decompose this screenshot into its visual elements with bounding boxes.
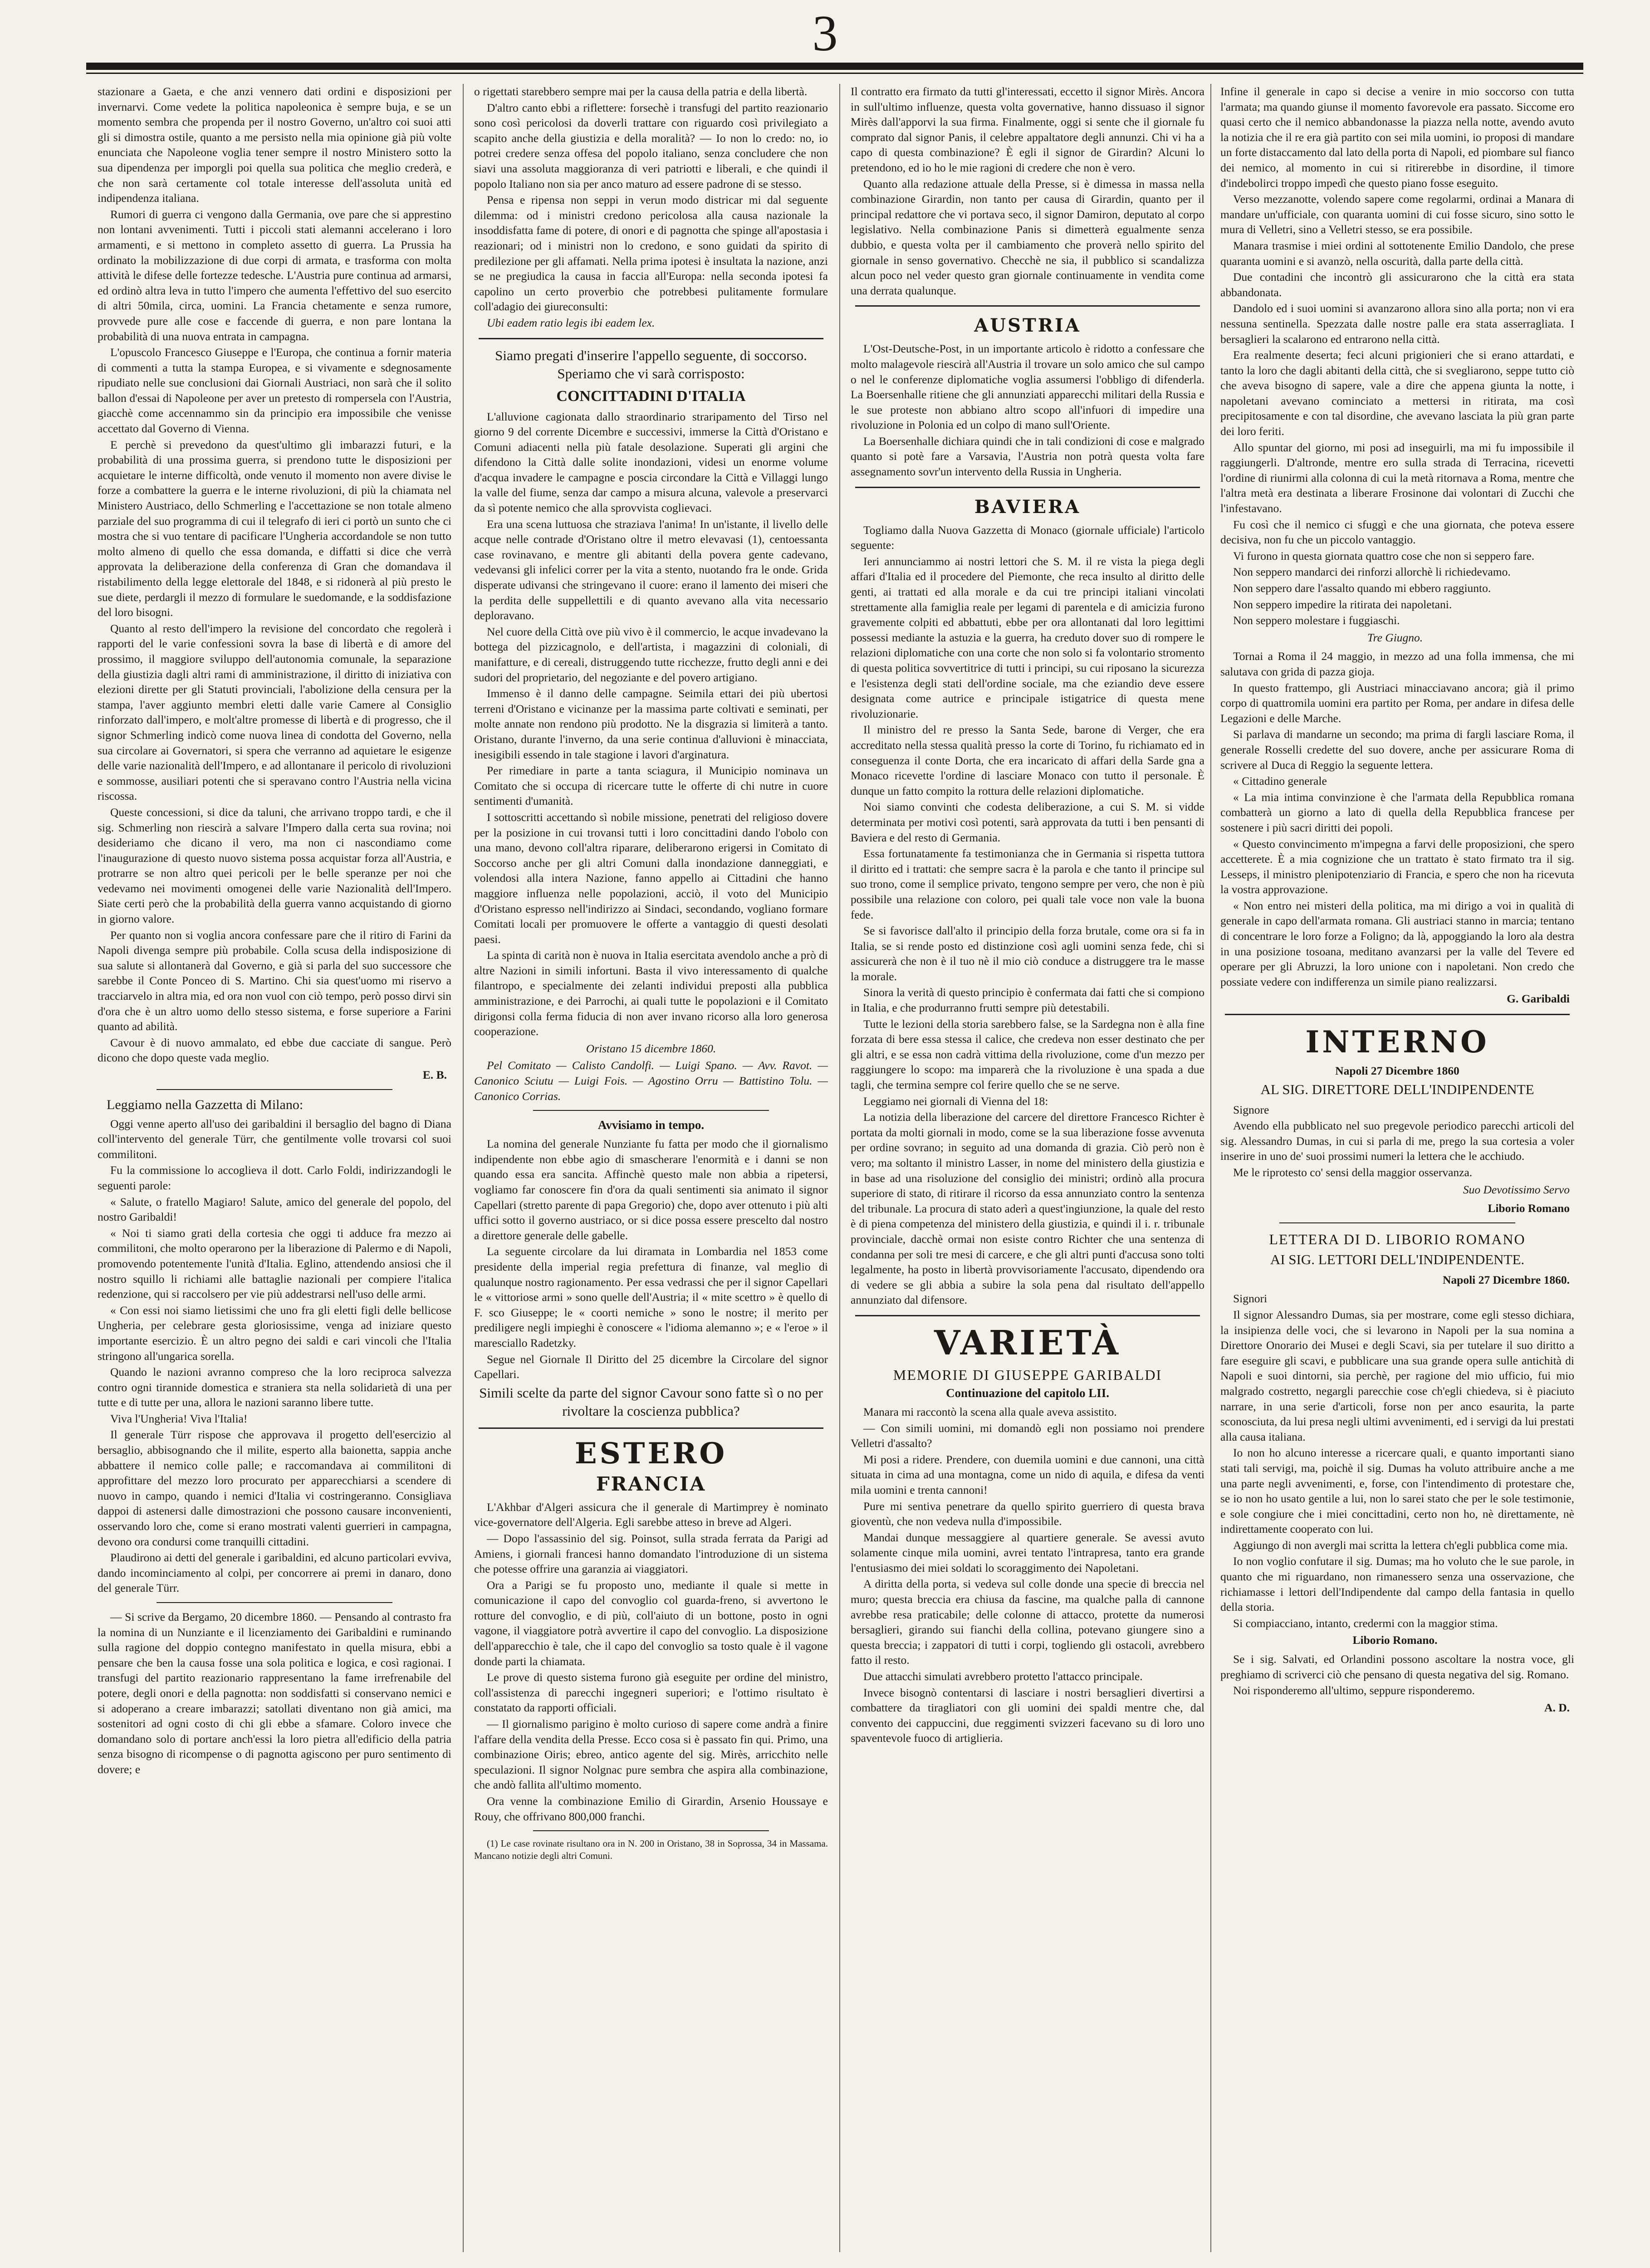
column-3: [851, 84, 1204, 2261]
header-rule: [86, 63, 1583, 70]
article-paragraph: Togliamo dalla Nuova Gazzetta di Monaco (giornale ufficiale) l'articolo seguente:: [851, 523, 1204, 552]
article-paragraph: — Il giornalismo parigino è molto curioso di sapere come andrà a finire l'affare della vendita della Presse. Ecco cosa si è passato fin qui. Primo, una combinazione Oiris; ebreo, antico agente del sig. Mirès, arricchito nelle speculazioni. Il signor Nolgnac pure sembra che aspira alla combinazione, che andò fallita all'ultimo momento.: [474, 1717, 828, 1792]
article-paragraph: Per rimediare in parte a tanta sciagura, il Municipio nominava un Comitato che si occupa di ricercare tutte le offerte di chi nutre in cuore sentimenti d'umanità.: [474, 764, 828, 808]
footnote: (1) Le case rovinate risultano ora in N. 200 in Oristano, 38 in Soprossa, 34 in Massama. Mancano notizie degli altri Comuni.: [474, 1838, 828, 1862]
article-paragraph: Se i sig. Salvati, ed Orlandini possono ascoltare la nostra voce, gli preghiamo di scriverci ciò che pensano di questa negativa del sig. Romano.: [1220, 1652, 1574, 1681]
article-paragraph: La nomina del generale Nunziante fu fatta per modo che il giornalismo indipendente non ebbe agio di smascherare l'enormità e i danni se non quando essa era sancita. Affinchè questo male non abbia a ripetersi, vogliamo far conoscere fin d'ora da quali sentimenti sia animato il signor Capellari (stretto parente di papa Gregorio) che, dopo aver ottenuto i più alti uffici sotto il governo austriaco, or si dice possa essere prescelto dal nostro a direttore generale delle gabelle.: [474, 1137, 828, 1242]
article-paragraph: Cavour è di nuovo ammalato, ed ebbe due cacciate di sangue. Però dicono che dopo queste vada meglio.: [98, 1036, 451, 1065]
article-paragraph: « Cittadino generale: [1233, 774, 1327, 788]
letter-subtitle: AI SIG. LETTORI DELL'INDIPENDENTE.: [1270, 1251, 1525, 1267]
article-paragraph: « Con essi noi siamo lietissimi che uno fra gli eletti figli delle bellicose Ungheria, per celebrare gesta gloriosissime, venga ad iniziare questo importante esercizio. È un altro pegno dei saldi e cari vincoli che l'Italia stringono all'ungarica sorella.: [98, 1303, 451, 1363]
section-separator: [533, 1830, 769, 1831]
article-paragraph: Il contratto era firmato da tutti gl'interessati, eccetto il signor Mirès. Ancora in sull'ultimo influenze, questa volta governative, hanno dissuaso il signor Mirès dall'apporvi la sua firma. Finalmente, oggi si sente che il giornale fu comprato dal signor Panis, il celebre appaltatore degli annunzi. Chi vi ha a capo di questa combinazione? È egli il signor de Girardin? Alcuni lo pretendono, ed io ho le mie ragioni di credere che non è vero.: [851, 85, 1204, 174]
article-paragraph: Pensa e ripensa non seppi in verun modo districar mi dal seguente dilemma: od i ministri credono pericolosa alla causa nazionale la insoddisfatta fame di potere, di onori e di pagnotta che spinge all'apostasia i reazionari; od i ministri non lo credono, e sono guidati da spirito di predilezione per gli affamati. Nella prima ipotesi è insultata la nazione, anzi se ne pregiudica la causa in faccia all'Europa: nella seconda ipotesi fa capolino un certo proverbio che potrebbesi pulitamente formulare coll'adagio dei giureconsulti:: [474, 193, 828, 313]
article-paragraph: Ieri annunciammo ai nostri lettori che S. M. il re vista la piega degli affari d'Italia ed il procedere del Piemonte, che reca insulto al diritto delle genti, ai trattati ed alla morale e da cui tre principi italiani vincolati strettamente alla famiglia reale per legami di parentela e di amicizia furono gravemente colpiti ed abbattuti, ebbe per ora allontanati dal loro legittimi possessi mediante la astuzia e la guerra, ha creduto dover suo di rompere le relazioni diplomatiche con una corte che non solo si fa volontario stromento di questa politica sovvertitrice di tutti i principi, su cui riposano la sicurezza e l'esistenza degli stati dell'ordine sociale, ma che eziandio deve essere designata come autrice e principale istigatrice di questa mene rivoluzionarie.: [851, 554, 1204, 720]
page-number: 3: [812, 5, 838, 62]
article-paragraph: « La mia intima convinzione è che l'armata della Repubblica romana combatterà un giorno a lato di quella della Repubblica francese per sostenere i più sacri diritti dei popoli.: [1220, 790, 1574, 834]
article-signature: G. Garibaldi: [1507, 992, 1570, 1006]
article-paragraph: Manara mi raccontò la scena alla quale aveva assistito.: [863, 1405, 1117, 1418]
article-paragraph: Signori: [1233, 1292, 1268, 1305]
article-paragraph: Si compiacciano, intanto, credermi con la maggior stima.: [1233, 1616, 1498, 1630]
article-paragraph: Quando le nazioni avranno compreso che la loro reciproca salvezza contro ogni tirannide domestica e straniera sta nella solidarietà di una per tutte e di tutte per una, allora le nazioni saranno libere tutte.: [98, 1365, 451, 1409]
article-paragraph: Signore: [1233, 1103, 1269, 1116]
appeal-lead: Siamo pregati d'inserire l'appello seguente, di soccorso. Speriamo che vi sarà corrisposto:: [495, 347, 807, 381]
section-heading: Avvisiamo in tempo.: [597, 1118, 705, 1132]
article-signature: Liborio Romano.: [1352, 1633, 1438, 1647]
article-paragraph: La spinta di carità non è nuova in Italia esercitata avendolo anche a prò di altre Nazioni in simili infortuni. Basta il vivo interessamento di qualche filantropo, e specialmente dei zelanti individui preposti alla pubblica amministrazione, e dei Parrochi, ai quali tutte le popolazioni e il Comitato dirigonsi colla ferma fiducia di non aver invano ricorso alla loro generosa cooperazione.: [474, 948, 828, 1038]
appeal-title: CONCITTADINI D'ITALIA: [556, 387, 746, 405]
committee-signatures: Pel Comitato — Calisto Candolfi. — Luigi Spano. — Avv. Ravot. — Canonico Sciutu — Luigi Fois. — Agostino Orru — Battistino Tolu. — Canonico Corrias.: [474, 1059, 828, 1103]
article-paragraph: Il generale Türr rispose che approvava il progetto dell'esercizio al bersaglio, abbisognando che il milite, esperto alla baionetta, sappia anche abbattere il nemico colle palle; e raccomandava ai commilitoni di approfittare del mezzo loro procurato per apparecchiarsi a scendere di nuovo in campo, quando i nemici d'Italia vi costringeranno. Consigliava dappoi di astenersi dalle dimostrazioni che possono causare inconvenienti, osservando loro che, come si erano mostrati valenti guerrieri in campagna, devono ora condursi come tranquilli cittadini.: [98, 1428, 451, 1548]
article-paragraph: Fu così che il nemico ci sfuggì e che una giornata, che poteva essere decisiva, non fu che un piccolo vantaggio.: [1220, 518, 1574, 547]
article-paragraph: A diritta della porta, si vedeva sul colle donde una specie di breccia nel muro; questa breccia era chiusa da fascine, ma qualche palla di cannone avrebbe resa praticabile; delle colonne di attacco, protette da numerosi bersaglieri, girando sui fianchi della collina, potevano giungere sino a questa breccia; i zappatori di tutti i corpi, togliendo gli ostacoli, avrebbero fatto il resto.: [851, 1577, 1204, 1667]
section-separator: [157, 1602, 392, 1603]
article-paragraph: Me le riprotesto co' sensi della maggior osservanza.: [1233, 1166, 1473, 1179]
section-separator: [1279, 1222, 1515, 1223]
feature-subtitle: Continuazione del capitolo LII.: [945, 1386, 1110, 1400]
article-paragraph: Mi posi a ridere. Prendere, con duemila uomini e due cannoni, una città situata in cima ad una montagna, come un nido di aquila, e difesa da venti mila uomini e trenta cannoni!: [851, 1452, 1204, 1496]
article-paragraph: Plaudirono ai detti del generale i garibaldini, ed alcuno particolari evviva, dando incominciamento al colpi, per concorrere ai premi in danaro, dono del generale Türr.: [98, 1551, 451, 1595]
article-paragraph: Rumori di guerra ci vengono dalla Germania, ove pare che si apprestino non lontani avvenimenti. Tutti i piccoli stati alemanni accelerano i loro armamenti, e si mettono in completo assetto di guerra. La Prussia ha ordinato la mobilizzazione di due corpi di armata, e trasforma con molta attività le difese delle fortezze tedesche. L'Austria pure continua ad armarsi, ed ordinò altra leva in tutto l'impero che aumenta l'effettivo del suo esercito di altri 50mila, circa, uomini. La Francia chetamente e senza rumore, provvede pure alle cose e faccende di guerra, e non pare lontana la probabilità di una nuova entrata in campagna.: [98, 207, 451, 343]
article-paragraph: Infine il generale in capo si decise a venire in mio soccorso con tutta l'armata; ma quando giunse il momento favorevole era passato. Siccome ero quasi certo che il nemico abbandonasse la piazza nella notte, avendo avuto la notizia che il re era già partito con sei mila uomini, io proposi di mandare un forte distaccamento dal lato della porta di Napoli, ed piombare sul fianco dei nemico, al momento in cui si ritirerebbe in disordine, il timore d'indebolirci troppo impedì che questo piano fosse eseguito.: [1220, 85, 1574, 190]
article-signature: Liborio Romano: [1488, 1202, 1570, 1215]
article-paragraph: L'alluvione cagionata dallo straordinario straripamento del Tirso nel giorno 9 del corrente Dicembre e successivi, immerse la Città d'Oristano e Comuni adiacenti nella più fatale desolazione. Superati gli argini che difendono la Città dalle solite inondazioni, videsi un enorme volume d'acqua invadere le campagne e poscia circondare la Città e Villaggi lungo la valle del fiume, senza dar campo a misura alcuna, valevole a preservarci da sì potente nemico che alla sprovvista coglievaci.: [474, 410, 828, 515]
section-separator: [855, 487, 1200, 488]
article-paragraph: Vi furono in questa giornata quattro cose che non si seppero fare.: [1233, 549, 1535, 562]
section-title-baviera: BAVIERA: [974, 496, 1081, 518]
header-rule-thin: [86, 73, 1583, 74]
article-paragraph: In questo frattempo, gli Austriaci minacciavano ancora; già il primo corpo di quattromila uomini era partito per Roma, per andare in difesa delle Legazioni e delle Marche.: [1220, 681, 1574, 725]
article-paragraph: Le prove di questo sistema furono già eseguite per ordine del ministro, coll'assistenza di parecchi ingegneri superiori; e l'ottimo risultato è constatato da rapporti officiali.: [474, 1671, 828, 1715]
letter-heading: AL SIG. DIRETTORE DELL'INDIPENDENTE: [1260, 1081, 1534, 1097]
article-paragraph: Quanto alla redazione attuale della Presse, si è dimessa in massa nella combinazione Girardin, non tanto per causa di Girardin, quanto per il principal redattore che vi portava seco, il signor Damiron, deputato al corpo legislativo. Nella combinazione Panis si dimetterà egualmente senza dubbio, e questa volta per il cambiamento che proverà nello spirito del giornale in senso governativo. Checchè ne sia, il pubblico si scandalizza alcun poco nel veder questo gran giornale continuamente in vendita come una derrata qualunque.: [851, 177, 1204, 297]
article-paragraph: Allo spuntar del giorno, mi posi ad inseguirli, ma mi fu impossibile il raggiungerli. D'altronde, mentre ero sulla strada di Terracina, ricevetti l'ordine di riunirmi alla colonna di cui la metà ritornava a Roma, mentre che l'altra metà era destinata a liberare Frosinone dai volontari di Zucchi che l'infestavano.: [1220, 440, 1574, 515]
section-lead: Leggiamo nella Gazzetta di Milano:: [107, 1097, 304, 1112]
article-paragraph: Invece bisognò contentarsi di lasciare i nostri bersaglieri divertirsi a combattere da tiragliatori con gli uomini dei spaldi mentre che, dal convento dei cappuccini, due reggimenti svizzeri facevano su di loro uno spaventevole fuoco di artiglieria.: [851, 1686, 1204, 1745]
column-2: [474, 84, 828, 2261]
article-paragraph: Leggiamo nei giornali di Vienna del 18:: [863, 1094, 1048, 1108]
article-paragraph: Aggiungo di non avergli mai scritta la lettera ch'egli pubblica come mia.: [1233, 1538, 1568, 1552]
article-paragraph: Noi siamo convinti che codesta deliberazione, a cui S. M. si vidde determinata per motivi così potenti, sarà approvata da tutti i ben pensanti di Baviera e del resto di Germania.: [851, 800, 1204, 844]
article-paragraph: Non seppero impedire la ritirata dei napoletani.: [1233, 597, 1452, 611]
article-paragraph: Immenso è il danno delle campagne. Seimila ettari dei più ubertosi terreni d'Oristano e vicinanze per la massima parte coltivati e seminati, per molte annate non rendono più prodotto. Ne la disgrazia si limiterà a tanto. Oristano, durante l'inverno, da una serie continua d'alluvioni è minacciata, inesigibili essendo in tale stagione i lavori d'arginatura.: [474, 687, 828, 761]
article-paragraph: Segue nel Giornale Il Diritto del 25 dicembre la Circolare del signor Capellari.: [474, 1352, 828, 1381]
article-paragraph: Fu la commissione lo accoglieva il dott. Carlo Foldi, indirizzandogli le seguenti parole:: [98, 1163, 451, 1192]
section-title-interno: INTERNO: [1305, 1024, 1489, 1060]
article-paragraph: Il ministro del re presso la Santa Sede, barone di Verger, che era accreditato nella stessa qualità presso la corte di Torino, fu richiamato ed in conseguenza il conte Dorta, che era incaricato di affari della Sarde gna a Monaco ricevette l'ordine di lasciare Monaco con tutto il personale. È dunque un fatto compito la rottura delle relazioni diplomatiche.: [851, 723, 1204, 797]
article-paragraph: L'opuscolo Francesco Giuseppe e l'Europa, che continua a fornir materia di commenti a tutta la stampa Europea, e si vivamente e sdegnosamente ripudiato nelle sue conclusioni dai Giornali Austriaci, non sarà che il solito ballon d'essai di Napoleone per aver un pretesto di rompersela con l'Austria, giacchè come accennammo sin da principio era impossibile che venisse accettato dal Governo di Vienna.: [98, 346, 451, 435]
section-separator: [855, 305, 1200, 307]
article-paragraph: Era realmente deserta; feci alcuni prigionieri che si erano attardati, e tanto la loro che dagli abitanti della città, che si svegliarono, seppe tutto ciò che aveva bisogno di sapere, vale a dire che appena giunta la notte, i napoletani avevano cominciato a mettersi in ritirata, ma così precipitosamente e con tal disordine, che avevano lasciata la più gran parte dei loro feriti.: [1220, 348, 1574, 438]
article-paragraph: Sinora la verità di questo principio è confermata dai fatti che si compiono in Italia, e che produrranno frutti sempre più detestabili.: [851, 986, 1204, 1015]
article-paragraph: La seguente circolare da lui diramata in Lombardia nel 1853 come presidente della imperial regia prefettura di finanze, val meglio di qualunque nostro ragionamento. Per essa vedrassi che per il signor Capellari le « vittoriose armi » sono quelle dell'Austria; il « mite scettro » è quello di F. sco Giuseppe; le « coorti nemiche » sono le nostre; il merito per prediligere negli impieghi è conoscere « l'idioma alemanno »; e « l'eroe » il maresciallo Radetzky.: [474, 1245, 828, 1349]
article-paragraph: I sottoscritti accettando sì nobile missione, penetrati del religioso dovere per la posizione in cui trovansi tutti i loro concittadini dando l'obolo con una mano, devono coll'altra riparare, deliberarono erigersi in Comitato di Soccorso anche per gli altri Comuni dalla inondazione danneggiati, e volendosi alla intera Nazione, fanno appello ai Cittadini che hanno maggiore influenza nelle popolazioni, acciò, il voto del Municipio d'Oristano espresso nell'indirizzo ai Sindaci, secondando, vogliano formare Comitati locali per promuovere le offerte a vantaggio di questi desolati paesi.: [474, 810, 828, 946]
section-title-estero: ESTERO: [574, 1436, 728, 1471]
section-separator: [157, 1089, 392, 1090]
article-paragraph: Se si favorisce dall'alto il principio della forza brutale, come ora si fa in Italia, se si rende posto ed distinzione così agli uomini senza fede, chi si assicurerà che non è il tuo nè il mio ciò conduce a distruggere tra le masse la morale.: [851, 924, 1204, 983]
article-paragraph: « Questo convincimento m'impegna a farvi delle proposizioni, che spero accetterete. È a mia cognizione che un trattato è stato firmato tra il sig. Lesseps, il ministro plenipotenziario di Francia, e spero che non ha ricevuta la vostra approvazione.: [1220, 837, 1574, 896]
article-paragraph: Oggi venne aperto all'uso dei garibaldini il bersaglio del bagno di Diana coll'intervento del generale Türr, che gentilmente volle trovarsi col suoi commilitoni.: [98, 1117, 451, 1161]
article-paragraph: — Si scrive da Bergamo, 20 dicembre 1860. — Pensando al contrasto fra la nomina di un Nunziante e il licenziamento dei Garibaldini e ruminando sulla ragione del doppio contegno manifestato in quella misura, ebbi a pensare che ben la causa fosse una sola politica e logica, e così ragionai. I transfugi del partito reazionario rappresentano la fame irrefrenabile del potere, degli onori e della pagnotta: non soddisfatti si conservano nemici e si adoperano a creare imbarazzi; satollati diventano non già amici, ma sostenitori ad ogni costo di chi gli ebbe a sfamare. Coloro invece che domandano solo di portare anch'essi la loro pietra all'edificio della patria senza bisogno di ricompense o di pagnotta agiscono per puro sentimento di dovere; e: [98, 1610, 451, 1776]
article-paragraph: Il signor Alessandro Dumas, sia per mostrare, come egli stesso dichiara, la insipienza delle voci, che si levarono in Napoli per la sua nomina a Direttore Onorario dei Musei e degli Scavi, sia per tutelare il suo diritto a fare eseguire gli scavi, e pubblicare una sua grande opera sulle antichità di Napoli e suoi dintorni, sia perchè, per ragione del mio ufficio, fui mio malgrado costretto, negargli parecchie cose ch'egli chiedeva, si è piaciuto narrare, in una serie d'articoli, forse non per anco esaurita, la parte sconosciuta, da lui presa negli ultimi avvenimenti, ed i servigi da lui prestati alla causa italiana.: [1220, 1308, 1574, 1443]
article-paragraph: D'altro canto ebbi a riflettere: forsechè i transfugi del partito reazionario sono così pericolosi da doverli trattare con riguardo così privilegiato a scapito anche della giustizia e della moralità? — Io non lo credo: no, io potrei credere senza offesa del popolo italiano, senza concludere che non siavi una assoluta maggioranza di veri patriotti e liberali, e che quindi il popolo Italiano non sia per anco maturo ad essere padrone di se stesso.: [474, 101, 828, 191]
article-paragraph: Noi risponderemo all'ultimo, seppure risponderemo.: [1233, 1684, 1475, 1697]
column-divider: [463, 84, 464, 2252]
section-separator: [533, 1110, 769, 1111]
article-paragraph: Viva l'Ungheria! Viva l'Italia!: [110, 1412, 248, 1425]
article-paragraph: Essa fortunatamente fa testimonianza che in Germania si rispetta tuttora il diritto ed i trattati: che sempre sacra è la parola e che tanto il principe sul suo trono, come il semplice privato, tengono sempre per vero, che non è più possibile una relazione con coloro, pei quali tale voce non vale la buona fede.: [851, 847, 1204, 921]
article-paragraph: « Salute, o fratello Magiaro! Salute, amico del generale del popolo, del nostro Garibaldi!: [98, 1195, 451, 1224]
article-signature: A. D.: [1544, 1701, 1570, 1714]
article-paragraph: La notizia della liberazione del carcere del direttore Francesco Richter è portata da molti giornali in modo, come se la sua liberazione fosse avvenuta per ordine sovrano; in seguito ad una domanda di grazia. Ciò però non è vero; ma soltanto il ministro Lasser, in nome del ministero della giustizia e in base ad una risoluzione del consiglio dei ministri; ordinò alla procura superiore di stato, di ritirare il ricorso da essa annunziato contro la sentenza del tribunale. La procura di stato aderì a quest'ingiunzione, la quale del resto è di piena competenza del ministero della giustizia, e quindi il i. r. tribunale provinciale, dacchè ormai non esiste contro Richter che una sentenza di condanna per soli tre mesi di carcere, e che gli altri punti d'accusa sono tolti legalmente, ha posto in libertà provvisoriamente l'accusato, dipendendo ora di vedere se gli abbia a subire la sola pena dal risultato dell'appello annunziato dal difensore.: [851, 1110, 1204, 1307]
article-paragraph: L'Akhbar d'Algeri assicura che il generale di Martimprey è nominato vice-governatore dell'Algeria. Egli sarebbe atteso in breve ad Algeri.: [474, 1500, 828, 1529]
article-paragraph: Ora a Parigi se fu proposto uno, mediante il quale si mette in comunicazione il capo del convoglio col guarda-freno, si avvertono le rotture del convoglio, e di più, coll'aiuto di un bottone, posto in ogni vagone, il viaggiatore potrà avvertire il capo del convoglio. La disposizione dell'apparecchio è tale, che il capo del convoglio sa tosto quale è il vagone donde parti la chiamata.: [474, 1578, 828, 1668]
article-paragraph: Pure mi sentiva penetrare da quello spirito guerriero di questa brava gioventù, che non vedeva nulla d'impossibile.: [851, 1499, 1204, 1528]
section-separator: [479, 1427, 823, 1429]
dateline: Oristano 15 dicembre 1860.: [586, 1041, 716, 1055]
article-paragraph: Non seppero mandarci dei rinforzi allorchè li richiedevamo.: [1233, 565, 1511, 579]
article-paragraph: Due contadini che incontrò gli assicurarono che la città era stata abbandonata.: [1220, 270, 1574, 299]
article-paragraph: Non seppero molestare i fuggiaschi.: [1233, 614, 1400, 627]
article-paragraph: Io non ho alcuno interesse a ricercare quali, e quanto importanti siano stati tali servigi, ma, poichè il sig. Dumas ha voluto attribuire anche a me una parte negli avvenimenti, e, forse, con l'intendimento di protestare che, se io non ho usato gentile a lui, non lo sarei stato che per le sole testimonie, e sole congiure che i miei concittadini, certo non ho, nè direttamente, nè indirettamente cooperato con lui.: [1220, 1446, 1574, 1536]
article-paragraph: L'Ost-Deutsche-Post, in un importante articolo è ridotto a confessare che molto malagevole riescirà all'Austria il trovare un solo amico che sul campo o nel le conferenze diplomatiche voglia assumersi l'obbligo di difenderla. La Boersenhalle ritiene che gli annunziati apparecchi militari della Russia e le sue proteste non abbiano altro scopo all'infuori di impedire una rivoluzione in Polonia ed un colpo di mano sull'Oriente.: [851, 342, 1204, 432]
section-separator: [855, 1315, 1200, 1316]
article-paragraph: stazionare a Gaeta, e che anzi vennero dati ordini e disposizioni per invernarvi. Come vedete la politica napoleonica è sempre buja, e se un momento sembra che propenda per il nostro Governo, un'altro coi suoi atti gli si dimostra ostile, quanto a me persisto nella mia opinione già più volte enunciata che Napoleone voglia tener sempre il nostro Ministero sotto la sua dipendenza per imporgli poi quella sua politica che meglio crederà, e che non sarà certamente col totale interesse dell'assoluta unità ed indipendenza italiana.: [98, 85, 451, 205]
article-paragraph: Verso mezzanotte, volendo sapere come regolarmi, ordinai a Manara di mandare un'ufficiale, con quaranta uomini di cui fosse sicuro, sino sotto le mura di Velletri, sino a Velletri stesso, se era possibile.: [1220, 192, 1574, 236]
article-paragraph: Manara trasmise i miei ordini al sottotenente Emilio Dandolo, che prese quaranta uomini e si avanzò, nella oscurità, dalla parte della città.: [1220, 239, 1574, 268]
section-title-austria: AUSTRIA: [974, 315, 1081, 337]
article-paragraph: Ora venne la combinazione Emilio di Girardin, Arsenio Houssaye e Rouy, che offrivano 800,000 franchi.: [474, 1794, 828, 1823]
article-paragraph: Mandai dunque messaggiere al quartiere generale. Se avessi avuto solamente cinque mila uomini, avrei tentato l'intrapresa, tanto era grande l'entusiasmo dei miei soldati lo scoraggimento dei Napoletani.: [851, 1530, 1204, 1574]
article-paragraph: Queste concessioni, si dice da taluni, che arrivano troppo tardi, e che il sig. Schmerling non riescirà a salvare l'Impero dalla certa sua rovina; noi desideriamo che dicano il vero, ma non ci nascondiamo come l'inaugurazione di questo nuovo sistema possa acquistar forza all'Austria, e protrarre se non altro quei pericoli per le belle speranze per noi che vedevamo nei movimenti omogenei delle varie Nazionalità dell'Impero. Siate certi però che la probabilità della guerra vanno acquistando di giorno in giorno valore.: [98, 805, 451, 926]
article-paragraph: Non seppero dare l'assalto quando mi ebbero raggiunto.: [1233, 582, 1491, 595]
article-paragraph: La Boersenhalle dichiara quindi che in tali condizioni di cose e malgrado quanto si potè fare a Varsavia, l'Austria non potrà questa volta fare assegnamento sovr'un intervento della Russia in Ungheria.: [851, 434, 1204, 479]
article-paragraph: Quanto al resto dell'impero la revisione del concordato che regolerà i rapporti del le varie confessioni sovra la base di libertà e di amore del prossimo, il maggiore sviluppo dell'autonomia comunale, la separazione della giustizia dagli altri rami di amministrazione, il diritto di iniziativa con elezioni dirette per gli Statuti provinciali, l'abolizione della censura per la stampa, l'aver aggiunto membri eletti dalle varie Camere al Consiglio rinforzato dall'impero, e molt'altre promesse di libertà e di progresso, che il signor Schmerling indicò come nuova linea di condotta del Governo, nella sua circolare ai Governatori, si spera che verranno ad aquietare le esigenze delle varie nazionalità dell'Impero, e ad allontanare il pericolo di rivoluzioni e sommosse, ausiliari potenti che si speravano contro l'Austria nella vicina riscossa.: [98, 621, 451, 803]
article-paragraph: « Non entro nei misteri della politica, ma mi dirigo a voi in qualità di generale in capo dell'armata romana. Gli austriaci stanno in marcia; tentano di concentrare le loro forze a Foligno; da là, appoggiando la loro ala destra in una posizione tosoana, meditano avanzarsi per la valle del Tevere ed operare per gli Abruzzi, la loro unione con i napoletani. Non credo che possiate vedere con indifferenza un simile piano realizzarsi.: [1220, 899, 1574, 988]
dateline: Tre Giugno.: [1367, 631, 1423, 644]
article-paragraph: Si parlava di mandarne un secondo; ma prima di fargli lasciare Roma, il generale Rosselli credette del suo dovere, anche per assicurare Roma di scrivere al Duca di Reggio la seguente lettera.: [1220, 728, 1574, 772]
article-paragraph: o rigettati starebbero sempre mai per la causa della patria e della libertà.: [474, 85, 808, 98]
dateline: Napoli 27 Dicembre 1860: [1335, 1064, 1459, 1078]
article-paragraph: Nel cuore della Città ove più vivo è il commercio, le acque invadevano la bottega del pizzicagnolo, e dell'artista, i magazzini di coloniali, di manifatture, e di cereali, distruggendo tutte ricchezze, frutto degli anni e dei sudori del proprietario, del negoziante e del povero artigiano.: [474, 625, 828, 684]
letter-title: LETTERA DI D. LIBORIO ROMANO: [1269, 1231, 1526, 1247]
article-paragraph: — Dopo l'assassinio del sig. Poinsot, sulla strada ferrata da Parigi ad Amiens, i giornali francesi hanno domandato l'introduzione di un sistema che potesse offrire una garanzia ai viaggiatori.: [474, 1531, 828, 1576]
article-paragraph: Era una scena luttuosa che straziava l'anima! In un'istante, il livello delle acque nelle contrade d'Oristano oltre il metro elevavasi (1), centoessanta case rovinavano, e mentre gli abitanti della povera gente cadevano, vedevansi gli infelici correr per la vita a stento, nuotando fra le onde. Grida disperate udivansi che stringevano il cuore: erano il lamento dei miseri che la perdita delle suppellettili e di quanto avevano alla vita necessario deploravano.: [474, 517, 828, 622]
column-4: [1220, 84, 1574, 2261]
section-title-varieta: VARIETÀ: [934, 1323, 1121, 1363]
section-subtitle-francia: FRANCIA: [596, 1472, 706, 1495]
feature-title: MEMORIE DI GIUSEPPE GARIBALDI: [893, 1366, 1162, 1383]
article-paragraph: — Con simili uomini, mi domandò egli non possiamo noi prendere Velletri d'assalto?: [851, 1421, 1204, 1450]
article-signature: E. B.: [422, 1068, 447, 1081]
article-paragraph: Avendo ella pubblicato nel suo pregevole periodico parecchi articoli del sig. Alessandro Dumas, in cui si parla di me, prego la sua cortesia a voler inserire in uno de' suoi prossimi numeri la lettera che le acchiudo.: [1220, 1119, 1574, 1163]
article-paragraph: Io non voglio confutare il sig. Dumas; ma ho voluto che le sue parole, in quanto che mi riguardano, non rimanessero senza una osservazione, che richiamasse i lettori dell'Indipendente dal campo della fantasia in quello della storia.: [1220, 1554, 1574, 1614]
column-divider: [839, 84, 840, 2252]
column-divider: [1210, 84, 1211, 2252]
section-separator: [479, 338, 823, 339]
article-paragraph: Per quanto non si voglia ancora confessare pare che il ritiro di Farini da Napoli divenga sempre più probabile. Colla scusa della indisposizione di sua salute si allontanerà dal Governo, e già si parla del suo successore che sarebbe il Conte Ponceo di S. Martino. Chi sia quest'uomo mi riservo a tracciarvelo in altra mia, ed ora non vuol con ciò tempo, però posso dirvi sin d'ora che è un altro uomo dello stesso sistema, e forse superiore a Farini quanto ad abilità.: [98, 928, 451, 1033]
article-paragraph: « Noi ti siamo grati della cortesia che oggi ti adduce fra mezzo ai commilitoni, che molto operarono per la liberazione di Palermo e di Napoli, promovendo potentemente l'unità d'Italia. Eglino, attendendo ansiosi che il nostro squillo li richiami alle battaglie nazionali per compiere l'italica redenzione, qui si raccolsero per vie più addestrarsi nell'uso delle armi.: [98, 1226, 451, 1301]
article-paragraph: Tutte le lezioni della storia sarebbero false, se la Sardegna non è alla fine forzata di bere essa stessa il calice, che credeva non esser destinato che per gli altri, e se essa non cadrà vittima della rivoluzione, come d'un mezzo per raggiungere lo scopo: ma imparerà che la rivoluzione è una spada a due tagli, che termina sempre col ferire quello che se ne serve.: [851, 1017, 1204, 1092]
closing-formula: Suo Devotissimo Servo: [1463, 1183, 1570, 1196]
closing-question: Simili scelte da parte del signor Cavour sono fatte sì o no per rivoltare la coscienza pubblica?: [479, 1384, 823, 1419]
article-paragraph: Dandolo ed i suoi uomini si avanzarono allora sino alla porta; non vi era nessuna sentinella. Spezzata dalle nostre palle era stata asserragliata. I bersaglieri la scalarono ed entrarono nella città.: [1220, 302, 1574, 346]
column-1: [98, 84, 451, 2261]
dateline: Napoli 27 Dicembre 1860.: [1442, 1273, 1570, 1286]
latin-maxim: Ubi eadem ratio legis ibi eadem lex.: [487, 316, 655, 329]
article-paragraph: E perchè si prevedono da quest'ultimo gli imbarazzi futuri, e la probabilità di una prossima guerra, si prendono tutte le disposizioni per acquietare le interne difficoltà, onde venuto il momento non avere divise le forze a combattere la guerra e le interne rivoluzioni, di più la chiamata nel Ministero Austriaco, dello Schmerling e l'accettazione se non totale almeno parziale del suo programma di cui il telegrafo di ieri ci portò un sunto che ci mostra che si vuo tentare di pacificare l'Ungheria accordandole se non tutto molto almeno di quello che essa domanda, e diffatti si dice che verrà approvata la deliberazione della conferenza di Gran che domandava il ristabilimento della legge elettorale del 1848, e si ridonerà al più presto le sue diete, perdargli il mezzo di formulare le suedomande, e la soddisfazione del loro bisogni.: [98, 438, 451, 619]
section-separator: [1225, 1014, 1570, 1015]
article-paragraph: Due attacchi simulati avrebbero protetto l'attacco principale.: [863, 1670, 1143, 1683]
article-paragraph: Tornai a Roma il 24 maggio, in mezzo ad una folla immensa, che mi salutava con grida di pazza gioja.: [1220, 650, 1574, 678]
